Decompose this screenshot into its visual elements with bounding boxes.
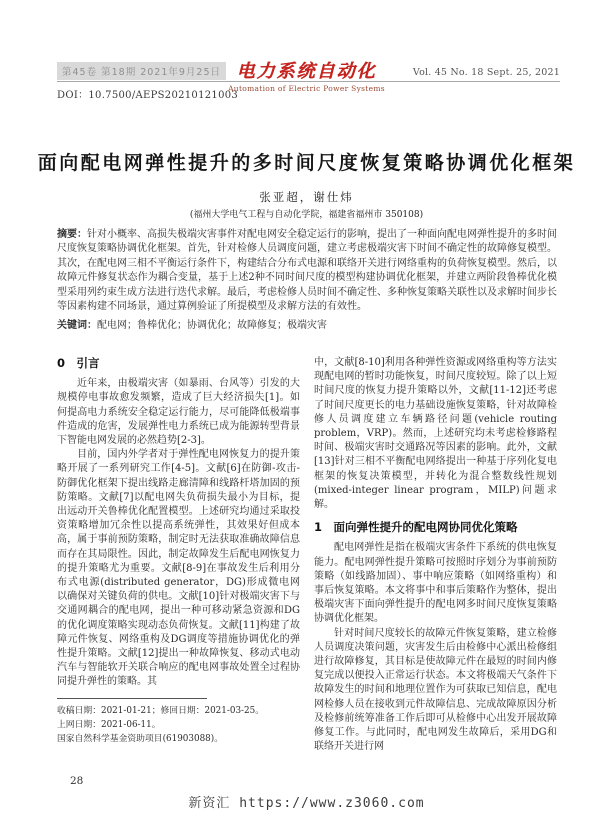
journal-logo-en: Automation of Electric Power Systems xyxy=(228,84,385,93)
authors-line: 张亚超，谢仕炜 xyxy=(259,190,354,204)
journal-logo-cn: 电力系统自动化 xyxy=(236,61,377,82)
footnote-funding: 国家自然科学基金资助项目(61903088)。 xyxy=(57,733,223,744)
affiliation-line: (福州大学电气工程与自动化学院，福建省福州市 350108) xyxy=(189,210,424,220)
watermark-link: 新资汇 https://www.z3060.com xyxy=(188,796,425,811)
body-columns xyxy=(57,356,557,754)
right-column xyxy=(314,356,557,754)
page-number: 28 xyxy=(70,775,84,787)
footnote-online-date: 上网日期：2021-06-11。 xyxy=(57,719,161,730)
footnote-divider xyxy=(57,698,207,699)
section-1-paragraph-1: 配电网弹性是指在极端灾害条件下系统的供电恢复能力。配电网弹性提升策略可按照时序划分为事前预防策略（如线路加固）、事中响应策略（如网络重构）和事后恢复策略。本文将事中和事后策略作为整体，提出极端灾害下面向弹性提升的配电网多时间尺度恢复策略协调优化框架。 xyxy=(314,542,557,625)
abstract-text: 针对小概率、高损失极端灾害事件对配电网安全稳定运行的影响，提出了一种面向配电网弹性提升的多时间尺度恢复策略协调优化框架。首先，针对检修人员调度问题，建立考虑极端灾害下时间不确定性的故障修复模型。其次，在配电网三相不平衡运行条件下，构建结合分布式电源和联络开关进行网络重构的负荷恢复模型。然后，以故障元件修复状态作为耦合变量，基于上述2种不同时间尺度的模型构建协调优化框架，并建立两阶段鲁棒优化模型采用列约束生成方法进行迭代求解。最后，考虑检修人员时间不确定性、多种恢复策略关联性以及求解时间步长等因素构建不同场景，通过算例验证了所提模型及求解方法的有效性。 xyxy=(57,229,557,313)
abstract-block xyxy=(57,228,557,334)
section-0-heading: 0 引言 xyxy=(57,356,100,370)
issue-info-badge: 第45卷 第18期 2021年9月25日 xyxy=(57,62,226,80)
keywords-line xyxy=(57,319,557,333)
abstract-label: 摘要： xyxy=(57,229,87,240)
keywords-text: 配电网；鲁棒优化；协调优化；故障修复；极端灾害 xyxy=(97,320,327,332)
left-column xyxy=(57,356,300,754)
footnote-block xyxy=(57,698,300,746)
intro-paragraph-2: 目前，国内外学者对于弹性配电网恢复力的提升策略开展了一系列研究工作[4-5]。文献[6]在防御-攻击-防御优化框架下提出线路走廊清障和线路杆塔加固的预防策略。文献[7]以配电网失负荷损失最小为目标，提出远动开关鲁棒优化配置模型。上述研究均通过采取投资策略增加冗余性以提高系统弹性，其效果好但成本高，属于事前预防策略，制定时无法获取准确故障信息而存在其局限性。因此，制定故障发生后配电网恢复力的提升策略尤为重要。文献[8-9]在事故发生后利用分布式电源(distributed generator，DG)形成微电网以确保对关键负荷的供电。文献[10]针对极端灾害下与交通网耦合的配电网，提出一种可移动紧急资源和DG的优化调度策略实现动态负荷恢复。文献[11]构建了故障元件恢复、网络重构及DG调度等措施协调优化的弹性提升策略。文献[12]提出一种故障恢复、移动式电动汽车与智能软开关联合响应的配电网事故处置全过程协同提升弹性的策略。其 xyxy=(57,449,300,688)
continuation-paragraph: 中，文献[8-10]利用各种弹性资源或网络重构等方法实现配电网的暂时功能恢复，时间尺度较短。除了以上短时间尺度的恢复力提升策略以外，文献[11-12]还考虑了时间尺度更长的电力基础设施恢复策略，针对故障检修人员调度建立车辆路径问题(vehicle routing problem，VRP)。然而，上述研究均未考虑检修路程时间、极端灾害时交通路况等因素的影响。此外，文献[13]针对三相不平衡配电网络提出一种基于序列化复电框架的恢复决策模型，并转化为混合整数线性规划(mixed-integer linear program，MILP)问题求解。 xyxy=(314,357,557,511)
abstract-paragraph xyxy=(57,228,557,314)
footnote-received-dates: 收稿日期：2021-01-21；修回日期：2021-03-25。 xyxy=(57,705,265,716)
section-1-paragraph-2: 针对时间尺度较长的故障元件恢复策略，建立检修人员调度决策问题，灾害发生后由检修中心派出检修组进行故障修复，其目标是使故障元件在最短的时间内修复完成以便投入正常运行状态。本文将极端天气条件下故障发生的时间和地理位置作为可获取已知信息，配电网检修人员在接收到元件故障信息、完成故障原因分析及检修前统筹准备工作后即可从检修中心出发开展故障修复工作。与此同时，配电网发生故障后，采用DG和联络开关进行网 xyxy=(314,627,557,753)
issue-info-en: Vol. 45 No. 18 Sept. 25, 2021 xyxy=(412,67,560,78)
keywords-label: 关键词： xyxy=(57,320,97,332)
intro-paragraph-1: 近年来，由极端灾害（如暴雨、台风等）引发的大规模停电事故愈发频繁，造成了巨大经济损失[1]。如何提高电力系统安全稳定运行能力，尽可能降低极端事件造成的危害，发展弹性电力系统已成为能源转型背景下智能电网发展的必然趋势[2-3]。 xyxy=(57,378,300,447)
doi-text: DOI：10.7500/AEPS20210121003 xyxy=(57,90,239,101)
section-1-heading: 1 面向弹性提升的配电网协同优化策略 xyxy=(314,520,518,535)
article-title: 面向配电网弹性提升的多时间尺度恢复策略协调优化框架 xyxy=(37,152,576,174)
